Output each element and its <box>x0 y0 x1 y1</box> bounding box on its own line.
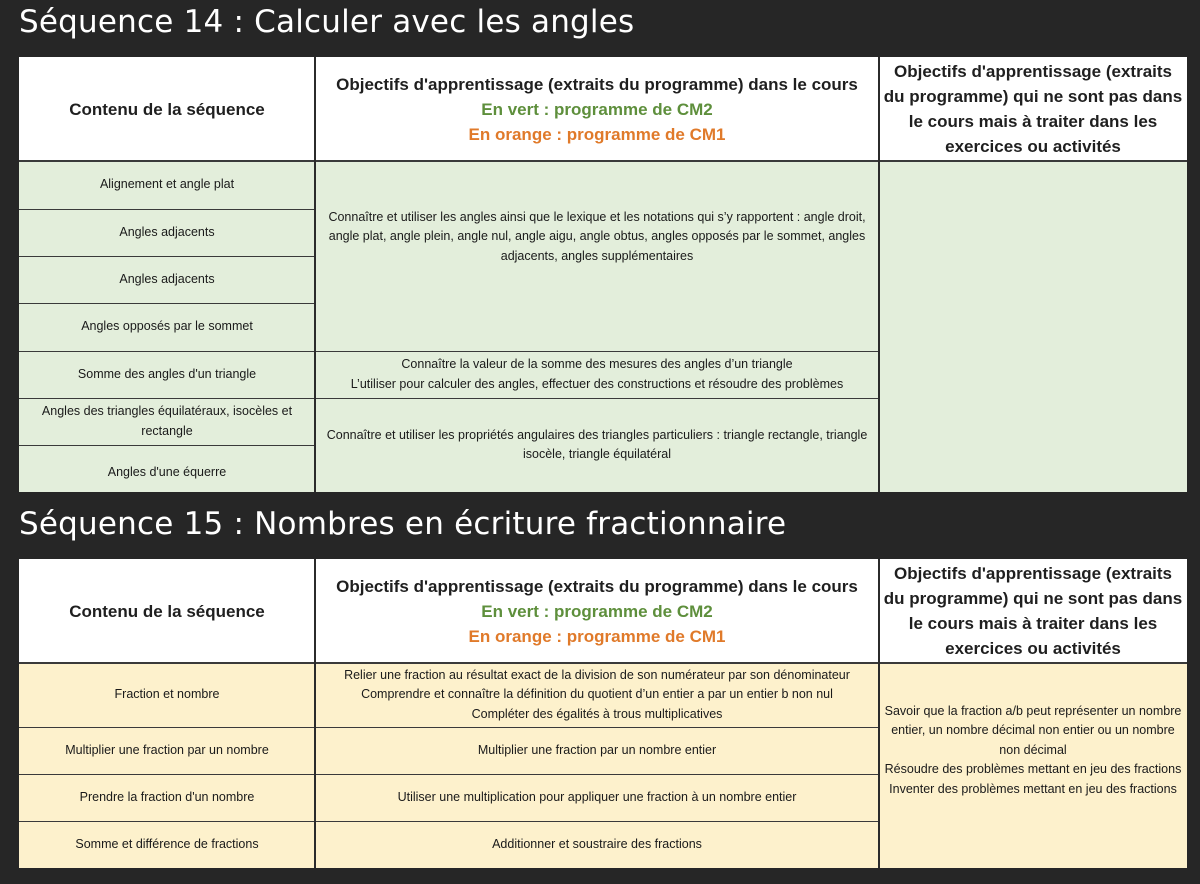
seq14-content-cell <box>19 303 315 351</box>
seq14-content-cell <box>19 351 315 398</box>
divider <box>19 445 315 446</box>
header-contenu <box>19 57 315 161</box>
seq15-objective-cell <box>315 821 879 868</box>
seq15-content-label: Fraction et nombre <box>114 687 220 702</box>
seq14-extra-cell <box>879 161 1187 492</box>
header-hors-cours <box>879 57 1187 161</box>
divider <box>878 57 880 492</box>
header-hors-cours-label: Objectifs d'apprentissage (extraits du programme) qui ne sont pas dans le cours mais à traiter dans les exercices ou activités <box>883 564 1183 658</box>
divider <box>19 256 315 257</box>
seq14-content-label: Somme des angles d'un triangle <box>77 366 257 381</box>
seq15-objective-text: Relier une fraction au résultat exact de la division de son numérateur par son dénominateur <box>344 667 850 682</box>
seq14-content-cell <box>19 161 315 209</box>
seq15-content-label: Somme et différence de fractions <box>75 836 259 851</box>
seq15-objective-text: Additionner et soustraire des fractions <box>492 836 702 851</box>
header-hors-cours-label: Objectifs d'apprentissage (extraits du programme) qui ne sont pas dans le cours mais à traiter dans les exercices ou activités <box>883 62 1183 156</box>
seq14-objective-text: Connaître et utiliser les propriétés angulaires des triangles particuliers : triangle rectangle, triangle isocèle, triangle équilatéral <box>326 427 868 461</box>
seq15-content-label: Multiplier une fraction par un nombre <box>65 742 269 757</box>
seq14-title: Séquence 14 : Calculer avec les angles <box>19 4 635 40</box>
seq15-title: Séquence 15 : Nombres en écriture fractionnaire <box>19 506 787 542</box>
divider <box>19 303 315 304</box>
seq14-objective-cell <box>315 351 879 398</box>
seq15-objective-text: Comprendre et connaître la définition du quotient d’un entier a par un entier b non nul <box>361 687 833 702</box>
seq14-content-cell <box>19 398 315 445</box>
seq14-objective-text: L’utiliser pour calculer des angles, effectuer des constructions et résoudre des problèmes <box>350 376 844 391</box>
seq15-extra-text: Savoir que la fraction a/b peut représenter un nombre entier, un nombre décimal non entier ou un nombre non décimal <box>884 703 1182 757</box>
header-contenu-label: Contenu de la séquence <box>69 99 265 119</box>
divider <box>878 559 880 868</box>
divider <box>19 662 1187 664</box>
header-objectifs-label: Objectifs d'apprentissage (extraits du programme) dans le cours <box>336 74 858 94</box>
seq15-content-cell <box>19 774 315 821</box>
header-cm1-legend: En orange : programme de CM1 <box>468 626 726 646</box>
seq14-content-cell <box>19 256 315 303</box>
divider <box>19 160 1187 162</box>
seq15-objective-cell <box>315 774 879 821</box>
header-objectifs <box>315 57 879 161</box>
seq14-objective-cell <box>315 161 879 351</box>
divider <box>19 398 879 399</box>
seq14-table <box>19 57 1187 492</box>
seq15-content-cell <box>19 727 315 774</box>
seq14-content-label: Angles d'une équerre <box>107 464 227 479</box>
seq14-objective-text: Connaître et utiliser les angles ainsi que le lexique et les notations qui s’y rapportent : angle droit, angle plat, angle plein, angle nul, angle aigu, angle obtus, angles opposés par le sommet, angles adjacents, angles supplémentaires <box>328 209 866 263</box>
seq15-content-label: Prendre la fraction d'un nombre <box>79 789 255 804</box>
seq14-content-label: Angles des triangles équilatéraux, isocèles et rectangle <box>41 404 293 438</box>
seq15-objective-text: Compléter des égalités à trous multiplicatives <box>471 706 723 721</box>
header-hors-cours <box>879 559 1187 663</box>
seq15-objective-cell <box>315 727 879 774</box>
header-cm1-legend: En orange : programme de CM1 <box>468 124 726 144</box>
seq14-content-cell <box>19 209 315 256</box>
seq15-extra-text: Résoudre des problèmes mettant en jeu des fractions <box>884 762 1182 777</box>
seq15-table <box>19 559 1187 868</box>
header-cm2-legend: En vert : programme de CM2 <box>481 99 713 119</box>
divider <box>19 774 879 775</box>
seq15-objective-text: Multiplier une fraction par un nombre entier <box>477 742 717 757</box>
seq14-content-label: Alignement et angle plat <box>99 177 235 192</box>
header-contenu-label: Contenu de la séquence <box>69 601 265 621</box>
seq14-content-label: Angles adjacents <box>119 271 215 286</box>
seq15-objective-cell <box>315 663 879 727</box>
header-contenu <box>19 559 315 663</box>
seq15-objective-text: Utiliser une multiplication pour appliquer une fraction à un nombre entier <box>397 789 797 804</box>
seq15-content-cell <box>19 821 315 868</box>
divider <box>314 559 316 868</box>
header-objectifs-label: Objectifs d'apprentissage (extraits du programme) dans le cours <box>336 576 858 596</box>
seq15-content-cell <box>19 663 315 727</box>
header-objectifs <box>315 559 879 663</box>
divider <box>314 57 316 492</box>
divider <box>19 727 879 728</box>
seq14-objective-text: Connaître la valeur de la somme des mesures des angles d’un triangle <box>401 357 793 371</box>
seq14-objective-cell <box>315 398 879 492</box>
divider <box>19 209 315 210</box>
seq14-content-cell <box>19 445 315 492</box>
header-cm2-legend: En vert : programme de CM2 <box>481 601 713 621</box>
divider <box>19 351 879 352</box>
seq14-content-label: Angles adjacents <box>119 224 215 239</box>
divider <box>19 821 879 822</box>
seq15-extra-cell <box>879 663 1187 868</box>
seq14-content-label: Angles opposés par le sommet <box>81 319 253 334</box>
seq15-extra-text: Inventer des problèmes mettant en jeu des fractions <box>889 781 1177 796</box>
